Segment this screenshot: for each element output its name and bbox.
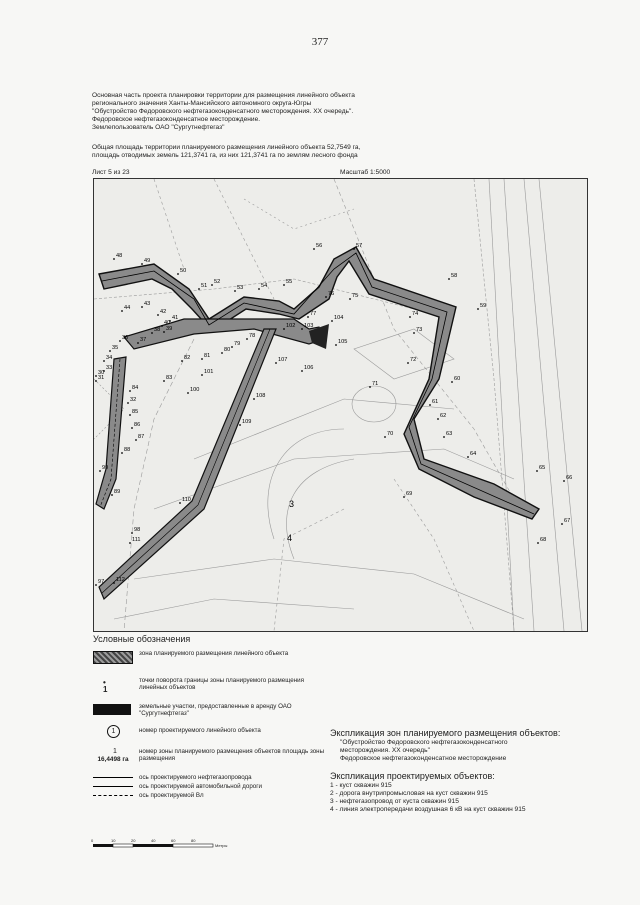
- turn-point-dot: [141, 263, 143, 265]
- turn-point-dot: [177, 273, 179, 275]
- turn-point-label: 75: [352, 293, 359, 299]
- turn-point-label: 112: [116, 577, 125, 583]
- scale-unit: Метры: [215, 843, 228, 848]
- turn-point-label: 72: [410, 357, 417, 363]
- legend-line-text: ось проектируемой автомобильной дороги: [139, 783, 262, 790]
- turn-point-dot: [325, 296, 327, 298]
- turn-point-label: 69: [406, 491, 413, 497]
- scale-tick: 80: [191, 838, 196, 843]
- explication-object-item: 3 - нефтегазопровод от куста скважин 915: [330, 798, 459, 805]
- turn-point-dot: [163, 331, 165, 333]
- turn-point-label: 98: [134, 527, 141, 533]
- turn-point-label: 108: [256, 393, 266, 399]
- turn-point-dot: [437, 418, 439, 420]
- turn-point-label: 103: [304, 323, 314, 329]
- turn-point-label: 107: [278, 357, 288, 363]
- turn-point-label: 61: [432, 399, 439, 405]
- turn-point-dot: [129, 542, 131, 544]
- sheet-label: Лист 5 из 23: [92, 169, 130, 176]
- turn-point-dot: [413, 332, 415, 334]
- turn-point-dot: [561, 523, 563, 525]
- turn-point-label: 105: [338, 339, 348, 345]
- header-line: Федоровское нефтегазоконденсатное месторождение.: [92, 116, 261, 123]
- turn-point-label: 89: [114, 489, 121, 495]
- turn-point-dot: [135, 439, 137, 441]
- turn-point-dot: [443, 436, 445, 438]
- turn-point-dot: [103, 360, 105, 362]
- turn-point-label: 100: [190, 387, 200, 393]
- scale-tick: 20: [131, 838, 136, 843]
- turn-point-label: 80: [224, 347, 231, 353]
- turn-point-dot: [407, 362, 409, 364]
- turn-point-label: 85: [132, 409, 139, 415]
- turn-point-dot: [275, 362, 277, 364]
- turn-point-dot: [151, 332, 153, 334]
- turn-point-label: 88: [124, 447, 131, 453]
- turn-point-dot: [187, 392, 189, 394]
- turn-point-dot: [283, 328, 285, 330]
- turn-point-label: 102: [286, 323, 296, 329]
- explication-object-item: 2 - дорога внутрипромысловая на куст скважин 915: [330, 790, 488, 797]
- turn-point-label: 59: [480, 303, 487, 309]
- turn-point-dot: [198, 288, 200, 290]
- background-linework: [94, 179, 582, 631]
- turn-point-label: 64: [470, 451, 477, 457]
- powerline-line-sample: [93, 795, 133, 796]
- header-line: Землепользователь ОАО "Сургутнефтегаз": [92, 124, 225, 131]
- turn-point-label: 67: [564, 518, 571, 524]
- turn-point-dot: [161, 325, 163, 327]
- zone-number-label: 3: [289, 499, 295, 509]
- turn-point-dot: [313, 248, 315, 250]
- planned-zone-corridors: [96, 247, 539, 599]
- turn-point-dot: [231, 346, 233, 348]
- pipeline-line-sample: [93, 777, 133, 778]
- turn-point-dot: [258, 288, 260, 290]
- turn-point-label: 31: [98, 375, 105, 381]
- legend-text: зона планируемого размещения линейного объекта: [139, 650, 289, 657]
- scale-tick: 0: [91, 838, 94, 843]
- turn-point-label: 60: [454, 376, 461, 382]
- turn-point-dot: [137, 342, 139, 344]
- turn-point-label: 99: [102, 465, 109, 471]
- road-line-sample: [93, 786, 133, 787]
- zone-number-label: 4: [287, 533, 293, 543]
- turn-point-label: 41: [172, 315, 179, 321]
- turn-point-label: 38: [154, 327, 161, 333]
- turn-point-label: 35: [112, 345, 119, 351]
- legend-line-text: ось проектируемой Вл: [139, 792, 204, 799]
- explication-objects: [330, 772, 526, 814]
- turn-point-label: 79: [234, 341, 241, 347]
- turn-point-dot: [129, 390, 131, 392]
- turn-point-dot: [536, 470, 538, 472]
- explication-zones-line: Федоровское нефтегазоконденсатное месторождение: [340, 755, 507, 762]
- turn-point-dot: [113, 258, 115, 260]
- turn-point-label: 71: [372, 381, 379, 387]
- scale-tick: 40: [151, 838, 156, 843]
- turn-point-label: 109: [242, 419, 252, 425]
- turn-point-dot: [141, 306, 143, 308]
- turn-point-dot: [121, 452, 123, 454]
- turn-point-label: 50: [180, 268, 187, 274]
- turn-point-label: 39: [166, 326, 173, 332]
- turn-point-label: 74: [412, 311, 419, 317]
- turn-point-dot: [131, 427, 133, 429]
- turn-point-label: 48: [116, 253, 123, 259]
- turn-point-dot: [109, 350, 111, 352]
- turn-point-label: 104: [334, 315, 344, 321]
- turn-point-dot: [157, 314, 159, 316]
- turn-point-dot: [477, 308, 479, 310]
- legend-title: Условные обозначения: [93, 634, 191, 644]
- turn-point-label: 82: [184, 355, 191, 361]
- turn-point-dot: [283, 284, 285, 286]
- turn-point-dot: [429, 404, 431, 406]
- turn-point-dot: [119, 340, 121, 342]
- turn-point-dot: [537, 542, 539, 544]
- turn-point-dot: [127, 402, 129, 404]
- zone-number-symbol: 1: [113, 748, 117, 755]
- turn-point-dot: [181, 360, 183, 362]
- turn-point-label: 51: [201, 283, 208, 289]
- turn-point-label: 86: [134, 422, 141, 428]
- turn-point-dot: [131, 532, 133, 534]
- turn-point-dot: [129, 414, 131, 416]
- turn-point-label: 55: [286, 279, 293, 285]
- turn-point-dot: [111, 494, 113, 496]
- area-line: Общая площадь территории планируемого размещения линейного объекта 52,7549 га,: [92, 144, 361, 151]
- explication-zones-line: месторождения. XX очередь": [340, 747, 430, 754]
- turn-point-label: 62: [440, 413, 447, 419]
- turn-point-label: 87: [138, 434, 145, 440]
- turn-point-dot: [301, 328, 303, 330]
- explication-object-item: 4 - линия электропередачи воздушная 6 кВ на куст скважин 915: [330, 806, 526, 813]
- turn-point-label: 33: [106, 365, 113, 371]
- turn-point-label: 68: [540, 537, 547, 543]
- zone-labels: [287, 499, 294, 543]
- turn-point-label: 58: [451, 273, 458, 279]
- turn-point-label: 78: [249, 333, 256, 339]
- legend-text: номер зоны планируемого размещения объектов площадь зоны размещения: [139, 748, 325, 762]
- turn-point-label: 43: [144, 301, 151, 307]
- turn-point-label: 106: [304, 365, 314, 371]
- header-line: регионального значения Ханты-Мансийского автономного округа-Югры: [92, 100, 312, 107]
- turn-point-label: 97: [98, 579, 105, 585]
- turn-point-dot: [403, 496, 405, 498]
- turn-point-dot: [448, 278, 450, 280]
- turn-point-label: 53: [237, 285, 244, 291]
- turn-point-dot: [234, 290, 236, 292]
- header-line: "Обустройство Федоровского нефтегазоконденсатного месторождения. XX очередь".: [92, 108, 354, 115]
- turn-point-label: 101: [204, 369, 214, 375]
- area-line: площадь отводимых земель 121,3741 га, из них 121,3741 га по землям лесного фонда: [92, 152, 358, 159]
- document-header: [92, 92, 562, 132]
- turn-point-dot: [246, 338, 248, 340]
- turn-point-label: 44: [124, 305, 131, 311]
- explication-zones-line: "Обустройство Федоровского нефтегазоконденсатного: [340, 739, 508, 746]
- explication-object-item: 1 - куст скважин 915: [330, 782, 392, 789]
- turn-point-label: 77: [310, 311, 317, 317]
- turn-point-dot: [331, 320, 333, 322]
- turn-point-label: 110: [182, 497, 191, 503]
- turn-point-dot: [335, 344, 337, 346]
- legend-text: номер проектируемого линейного объекта: [139, 727, 261, 734]
- turn-point-dot: [221, 352, 223, 354]
- turn-point-label: 36: [122, 335, 129, 341]
- turn-point-label: 30: [98, 370, 105, 376]
- turn-point-dot: [409, 316, 411, 318]
- explication-zones-title: Экспликация зон планируемого размещения объектов:: [330, 728, 561, 738]
- explication-objects-title: Экспликация проектируемых объектов:: [330, 771, 495, 781]
- turn-point-dot: [179, 502, 181, 504]
- scale-tick: 10: [111, 838, 116, 843]
- turn-point-label: 49: [144, 258, 151, 264]
- turn-point-dot: [307, 316, 309, 318]
- turn-point-dot: [384, 436, 386, 438]
- turn-point-label: 84: [132, 385, 139, 391]
- scale-bar: [93, 838, 243, 857]
- turn-point-dot: [95, 375, 97, 377]
- turn-point-dot: [163, 380, 165, 382]
- turn-point-dot: [121, 310, 123, 312]
- leased-swatch: [93, 704, 131, 715]
- turn-point-dot: [201, 358, 203, 360]
- turn-point-dot: [353, 248, 355, 250]
- turn-point-label: 83: [166, 375, 173, 381]
- turn-point-label: 57: [356, 243, 363, 249]
- turn-point-label: 37: [140, 337, 147, 343]
- turn-point-label: 34: [106, 355, 113, 361]
- turn-point-label: 66: [566, 475, 573, 481]
- turn-point-dot: [467, 456, 469, 458]
- map-drawing: [94, 179, 587, 631]
- turn-point-label: 32: [130, 397, 137, 403]
- legend-text: точки поворота границы зоны планируемого размещения линейных объектов: [139, 677, 304, 691]
- turn-point-label: 63: [446, 431, 453, 437]
- turn-point-dot: [211, 284, 213, 286]
- page-number: 377: [311, 36, 329, 48]
- turn-point-label: 52: [214, 279, 221, 285]
- turn-point-label: 42: [160, 309, 167, 315]
- turn-point-dot: [253, 398, 255, 400]
- turn-point-dot: [369, 386, 371, 388]
- zone-swatch: [93, 651, 133, 664]
- turn-point-dot: [113, 582, 115, 584]
- turn-point-dot: [239, 424, 241, 426]
- scale-tick: 60: [171, 838, 176, 843]
- point-symbol: • 1: [103, 678, 108, 694]
- turn-point-dot: [563, 480, 565, 482]
- road-axis-line: [102, 329, 270, 593]
- scale-label: Масштаб 1:5000: [340, 169, 391, 176]
- northern-corridor: [99, 247, 539, 519]
- turn-point-dot: [95, 584, 97, 586]
- turn-point-label: 73: [416, 327, 423, 333]
- turn-point-dot: [201, 374, 203, 376]
- turn-point-label: 81: [204, 353, 211, 359]
- turn-point-label: 111: [132, 537, 141, 543]
- turn-point-label: 56: [316, 243, 323, 249]
- turn-point-dot: [95, 380, 97, 382]
- object-number-symbol: 1: [107, 725, 120, 738]
- header-line: Основная часть проекта планировки территории для размещения линейного объекта: [92, 92, 355, 99]
- area-summary: [92, 144, 562, 160]
- turn-point-label: 76: [328, 291, 335, 297]
- legend-text: земельные участки, предоставленные в аренду ОАО "Сургутнефтегаз": [139, 703, 292, 717]
- turn-point-label: 40: [164, 320, 171, 326]
- legend-line-text: ось проектируемого нефтегазопровода: [139, 774, 252, 781]
- turn-point-label: 70: [387, 431, 394, 437]
- turn-point-dot: [349, 298, 351, 300]
- explication-zones: [330, 729, 560, 763]
- turn-point-dot: [451, 381, 453, 383]
- map-frame[interactable]: [93, 178, 588, 632]
- turn-point-label: 54: [261, 283, 268, 289]
- turn-point-dot: [99, 470, 101, 472]
- zone-area-symbol: 16,4498 га: [97, 756, 129, 763]
- turn-point-dot: [301, 370, 303, 372]
- turn-point-label: 65: [539, 465, 546, 471]
